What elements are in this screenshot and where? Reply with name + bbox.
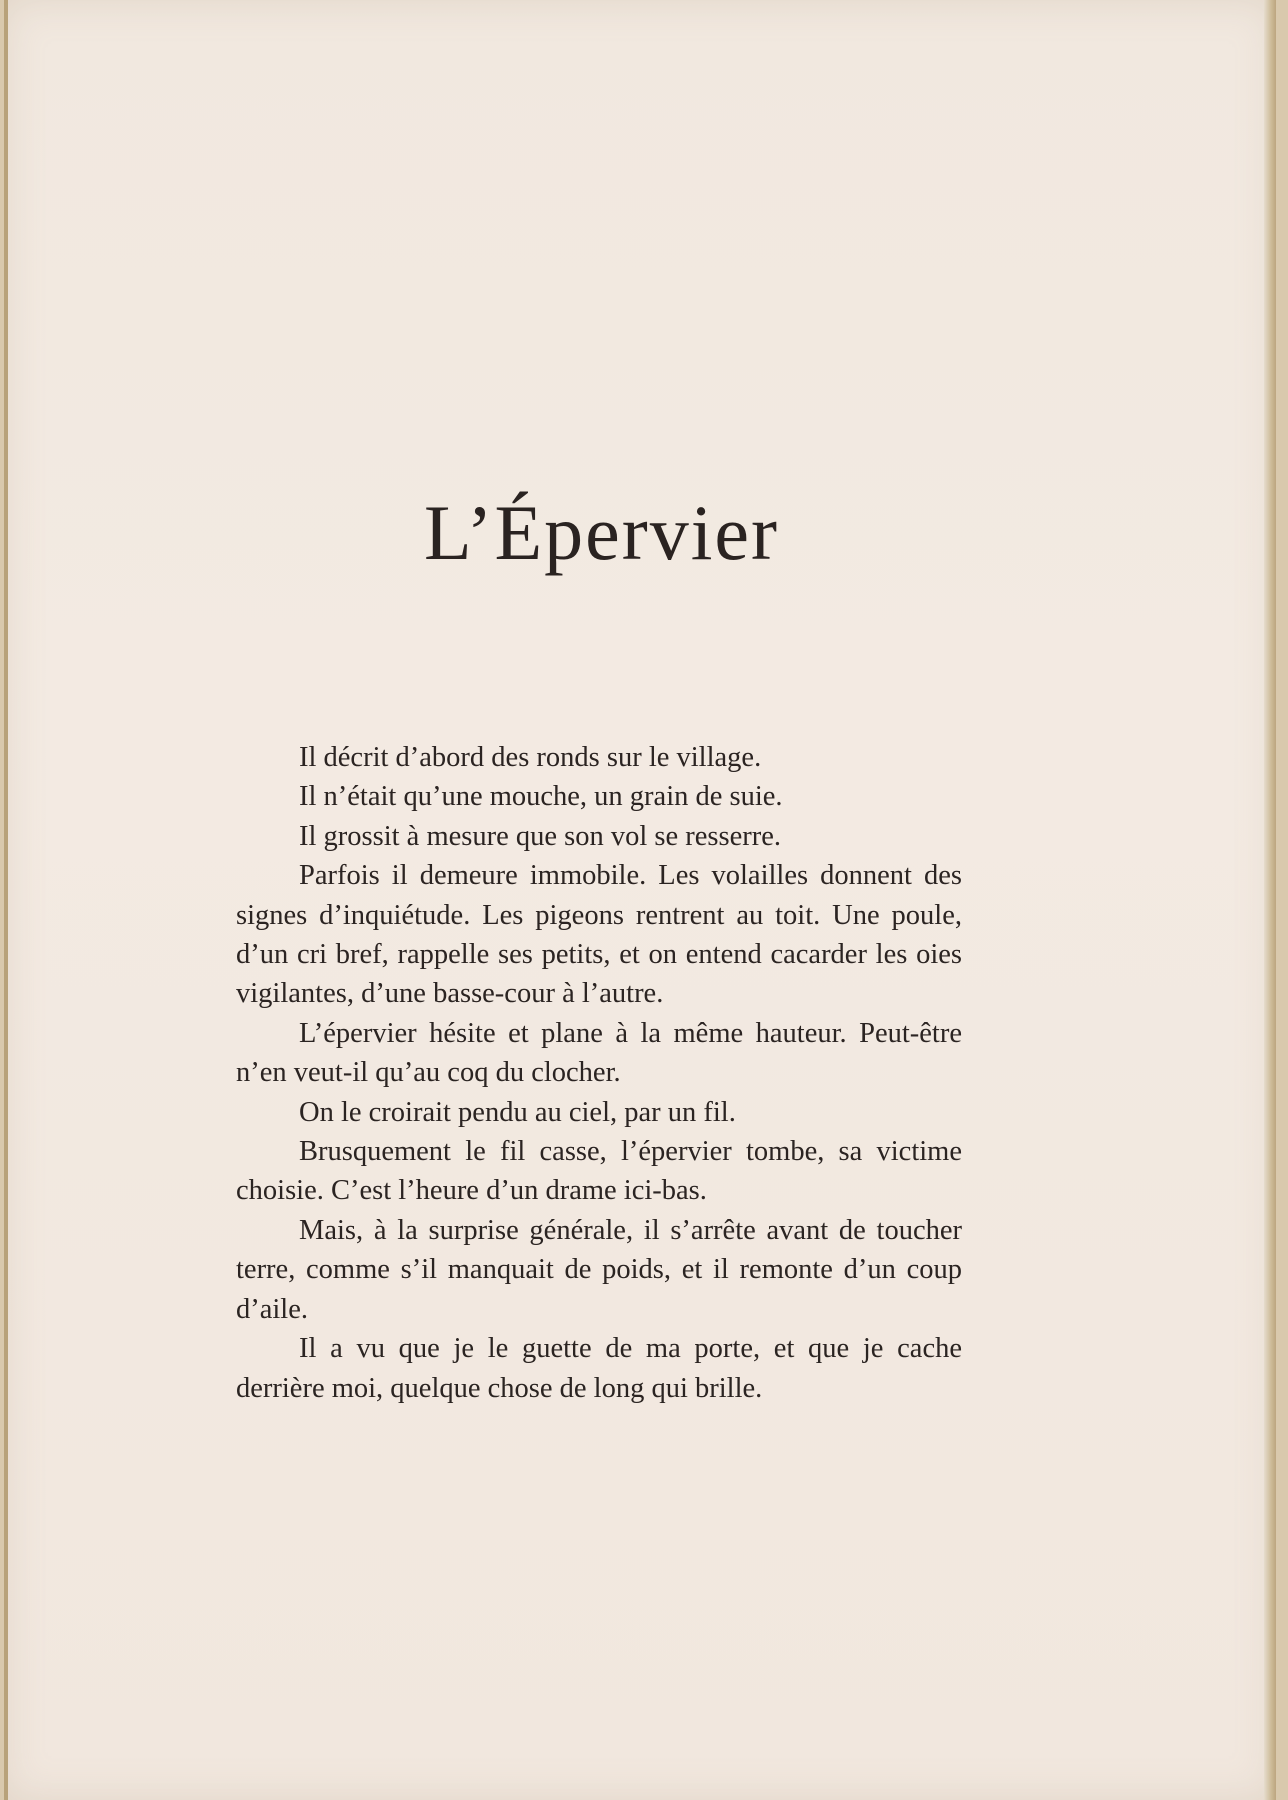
paragraph: Il décrit d’abord des ronds sur le village.: [299, 742, 762, 773]
page-left-edge: [4, 0, 8, 1800]
paragraph: Il a vu que je le guette de ma porte, et que je cache derrière moi, quelque chose de long qui brille.: [236, 1333, 962, 1404]
paragraph: Brusquement le fil casse, l’épervier tombe, sa victime choisie. C’est l’heure d’un drame ici-bas.: [236, 1136, 962, 1207]
paragraph: Mais, à la surprise générale, il s’arrête avant de toucher terre, comme s’il manquait de poids, et il remonte d’un coup d’aile.: [236, 1214, 962, 1325]
page-right-edge: [1264, 0, 1276, 1800]
body-text: [236, 738, 962, 1408]
paragraph: Il n’était qu’une mouche, un grain de suie.: [299, 781, 783, 813]
paragraph: Parfois il demeure immobile. Les volailles donnent des signes d’inquiétude. Les pigeons rentrent au toit. Une poule, d’un cri bref, rappelle ses petits, et on entend cacarder les oies vigilantes, d’une basse-cour à l’autre.: [236, 860, 962, 1010]
paragraph: L’épervier hésite et plane à la même hauteur. Peut-être n’en veut-il qu’au coq du clocher.: [236, 1017, 962, 1089]
paragraph: Il grossit à mesure que son vol se resserre.: [299, 820, 781, 852]
book-page: [4, 0, 1276, 1800]
paragraph: On le croirait pendu au ciel, par un fil.: [299, 1096, 736, 1128]
chapter-title: L’Épervier: [424, 489, 779, 576]
